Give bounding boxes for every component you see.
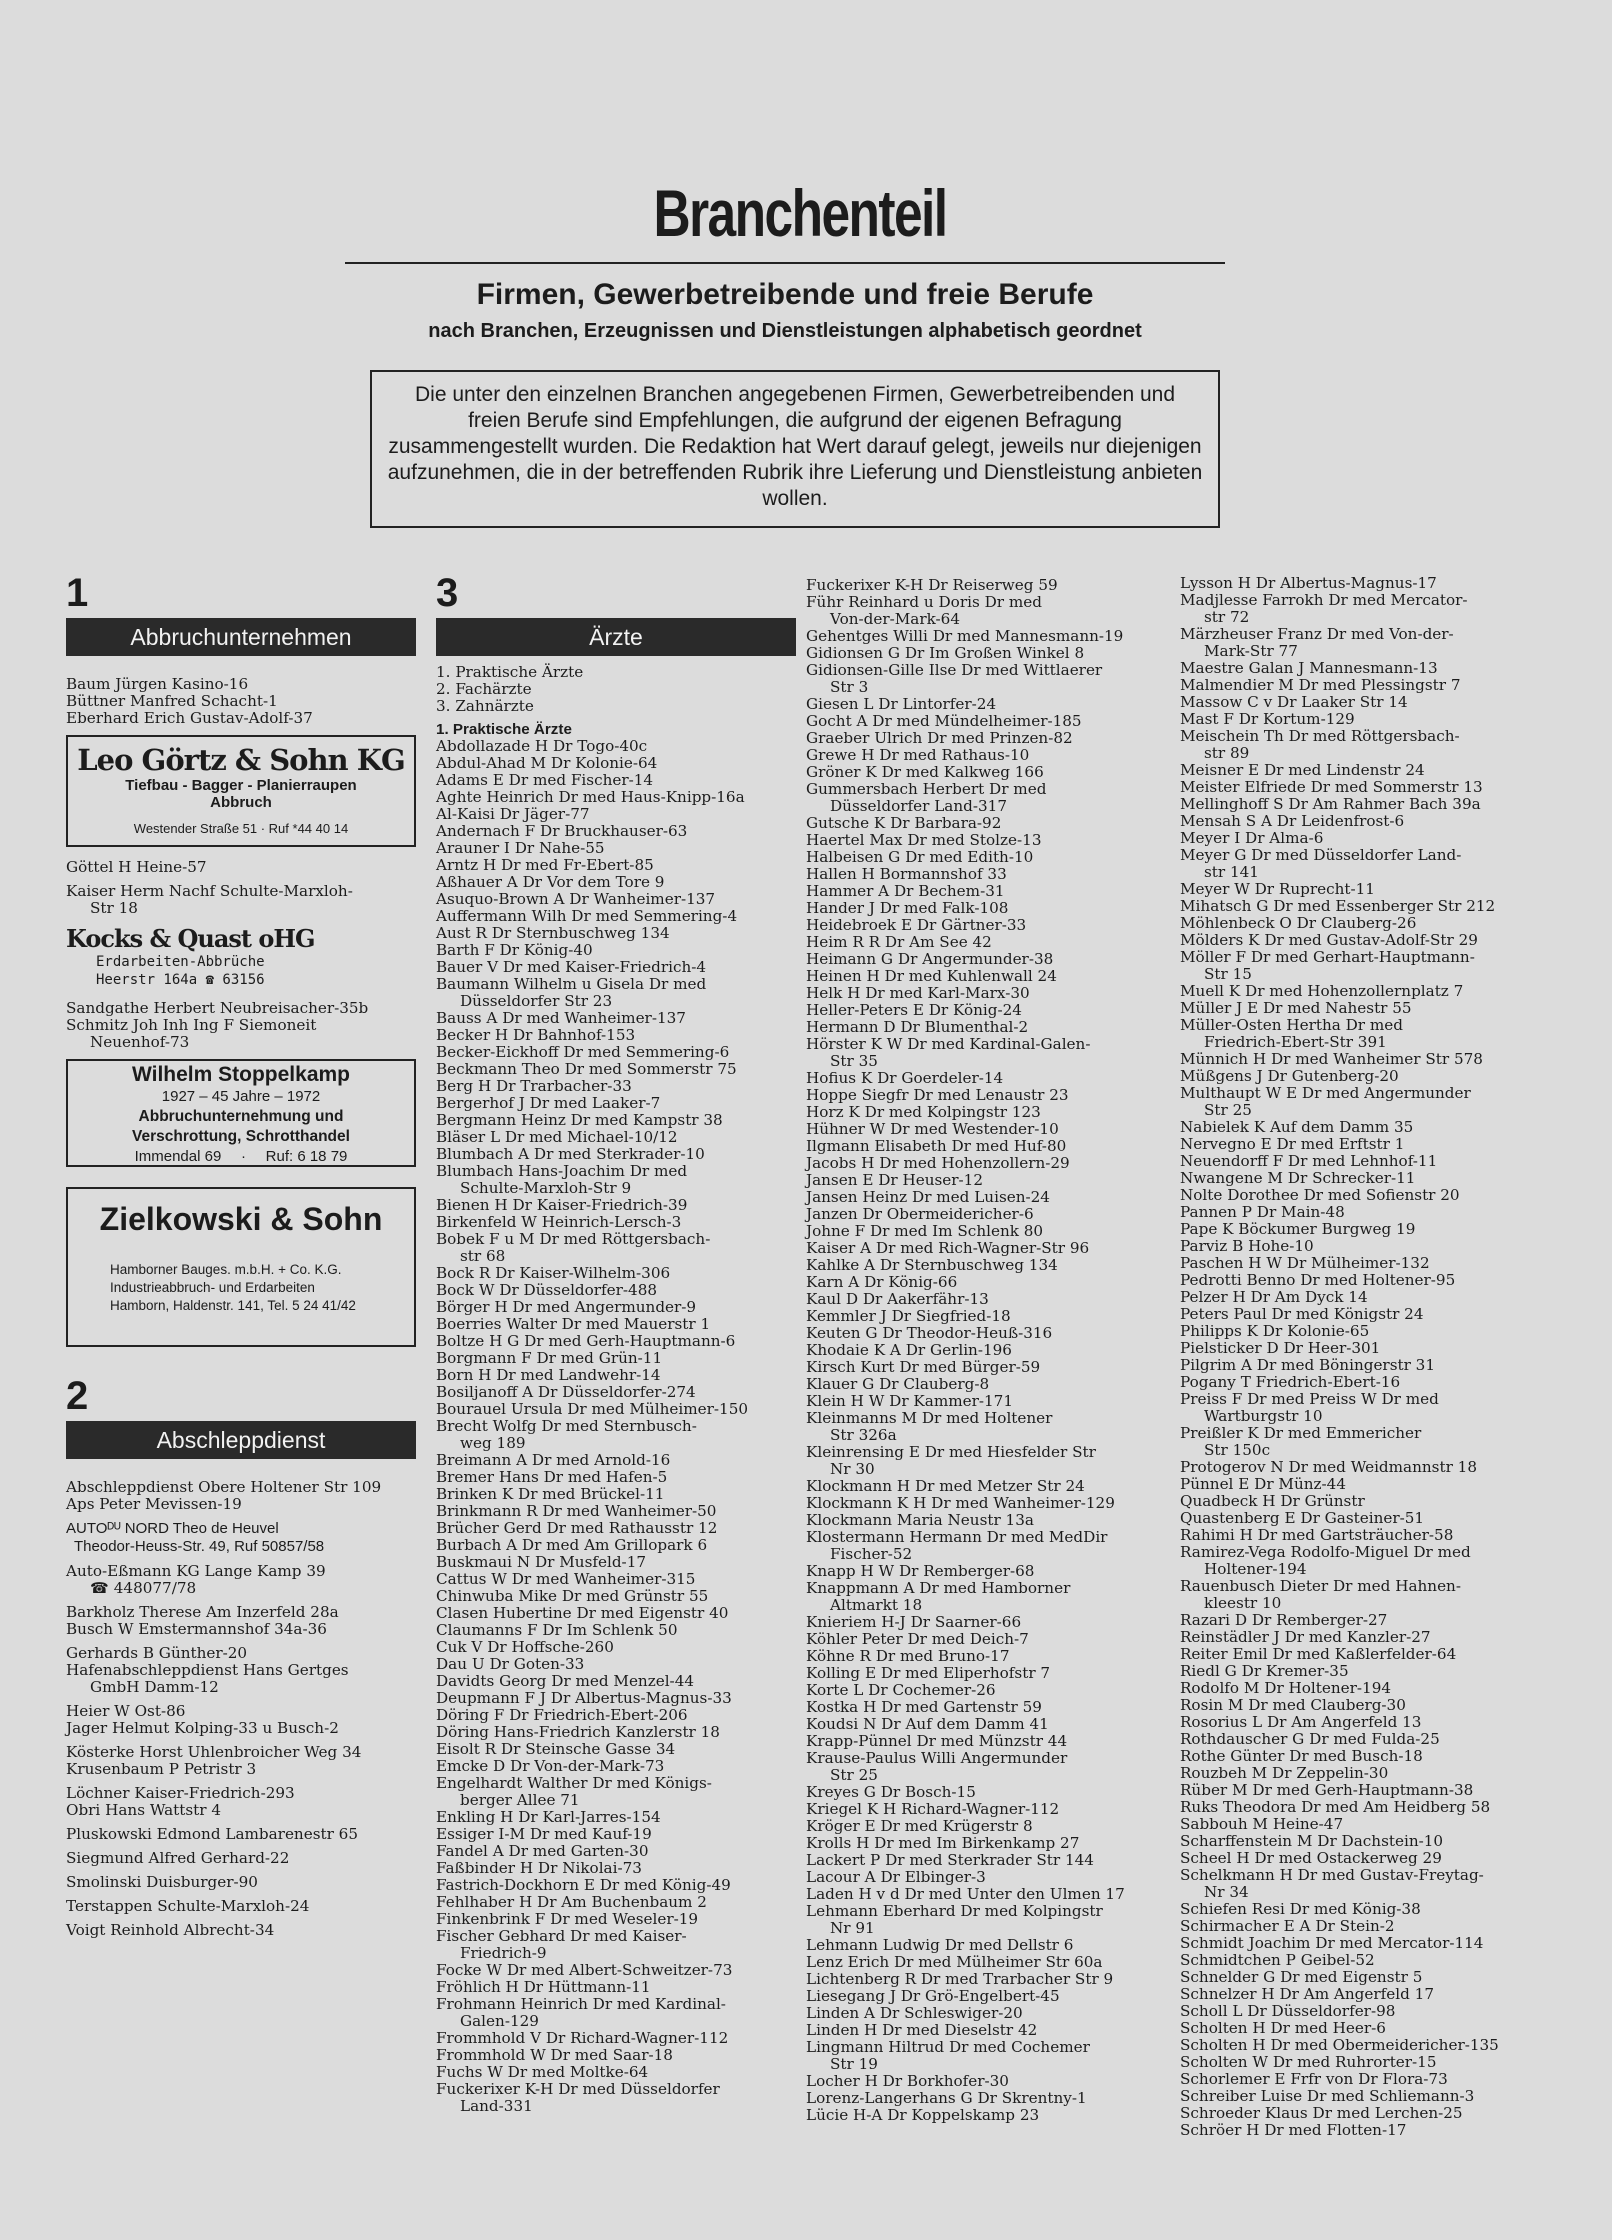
section-heading-aerzte: Ärzte [436, 618, 796, 656]
list-item: Brinkmann R Dr med Wanheimer-50 [436, 1502, 717, 1520]
list-item: Multhaupt W E Dr med Angermunder Str 25 [1180, 1084, 1471, 1119]
ad-stoppelkamp-name: Wilhelm Stoppelkamp [131, 1063, 350, 1086]
list-item: Pünnel E Dr Münz-44 [1180, 1475, 1346, 1493]
list-item: Siegmund Alfred Gerhard-22 [66, 1849, 290, 1867]
ad-zielkowski [66, 1187, 416, 1347]
list-item: Becker-Eickhoff Dr med Semmering-6 [436, 1043, 730, 1061]
list-item: Al-Kaisi Dr Jäger-77 [436, 805, 590, 823]
list-item: Nwangene M Dr Schrecker-11 [1180, 1169, 1416, 1187]
list-item: Rothdauscher G Dr med Fulda-25 [1180, 1730, 1440, 1748]
list-item: Schnelder G Dr med Eigenstr 5 [1180, 1968, 1423, 1986]
list-item: Blumbach Hans-Joachim Dr med Schulte-Marxloh-Str 9 [436, 1162, 688, 1197]
list-item: Quastenberg E Dr Gasteiner-51 [1180, 1509, 1425, 1527]
list-item: Meischein Th Dr med Röttgersbach- str 89 [1180, 727, 1460, 762]
list-item: Frommhold W Dr med Saar-18 [436, 2046, 673, 2064]
list-item: Märzheuser Franz Dr med Von-der- Mark-Str 77 [1180, 625, 1454, 660]
list-item: Kirsch Kurt Dr med Bürger-59 [806, 1358, 1041, 1376]
list-item: Kleinmanns M Dr med Holtener Str 326a [806, 1409, 1053, 1444]
list-item: Brücher Gerd Dr med Rathausstr 12 [436, 1519, 718, 1537]
list-item: Emcke D Dr Von-der-Mark-73 [436, 1757, 665, 1775]
list-item: Hermann D Dr Blumenthal-2 [806, 1018, 1029, 1036]
list-item: Pluskowski Edmond Lambarenestr 65 [66, 1825, 359, 1843]
list-item: Aghte Heinrich Dr med Haus-Knipp-16a [436, 788, 745, 806]
list-item: Jansen Heinz Dr med Luisen-24 [806, 1188, 1050, 1206]
ad-stoppelkamp-line3: Verschrottung, Schrotthandel [132, 1128, 350, 1145]
list-item: Terstappen Schulte-Marxloh-24 [66, 1897, 310, 1915]
list-item: Reinstädler J Dr med Kanzler-27 [1180, 1628, 1431, 1646]
list-item: Bock W Dr Düsseldorfer-488 [436, 1281, 658, 1299]
list-item: Nabielek K Auf dem Damm 35 [1180, 1118, 1414, 1136]
ad-kocks-line2: Heerstr 164a ☎ 63156 [96, 972, 265, 988]
list-item-autonord: AUTOᴰᵁ NORD Theo de Heuvel Theodor-Heuss-Str. 49, Ruf 50857/58 [66, 1520, 325, 1555]
list-item: Baum Jürgen Kasino-16 [66, 675, 249, 693]
page-subtitle-secondary: nach Branchen, Erzeugnissen und Dienstleistungen alphabetisch geordnet [428, 320, 1142, 342]
list-item: Malmendier M Dr med Plessingstr 7 [1180, 676, 1461, 694]
list-item: Büttner Manfred Schacht-1 [66, 692, 278, 710]
list-item: Finkenbrink F Dr med Weseler-19 [436, 1910, 699, 1928]
ad-goertz-name: Leo Görtz & Sohn KG [77, 743, 405, 777]
section-number-1: 1 [66, 571, 89, 615]
list-item: Rahimi H Dr med Gartsträucher-58 [1180, 1526, 1454, 1544]
list-item: Rauenbusch Dieter Dr med Hahnen- kleestr 10 [1180, 1577, 1461, 1612]
list-item: Lichtenberg R Dr med Trarbacher Str 9 [806, 1970, 1114, 1988]
list-item: Massow C v Dr Laaker Str 14 [1180, 693, 1408, 711]
list-item: Heimann G Dr Angermunder-38 [806, 950, 1054, 968]
list-item: Adams E Dr med Fischer-14 [436, 771, 654, 789]
list-item: Ramirez-Vega Rodolfo-Miguel Dr med Holtener-194 [1180, 1543, 1471, 1578]
list-item: Liesegang J Dr Grö-Engelbert-45 [806, 1987, 1060, 2005]
list-item: Köhler Peter Dr med Deich-7 [806, 1630, 1029, 1648]
list-item: Kaiser Herm Nachf Schulte-Marxloh- Str 18 [66, 882, 353, 917]
list-item: Madjlesse Farrokh Dr med Mercator- str 72 [1180, 591, 1468, 626]
list-item: Boltze H G Dr med Gerh-Hauptmann-6 [436, 1332, 736, 1350]
ad-kocks-quast [66, 925, 416, 989]
list-item: Rosorius L Dr Am Angerfeld 13 [1180, 1713, 1422, 1731]
section-heading-abschlepp: Abschleppdienst [66, 1421, 416, 1459]
list-item: Pedrotti Benno Dr med Holtener-95 [1180, 1271, 1456, 1289]
list-item: Davidts Georg Dr med Menzel-44 [436, 1672, 695, 1690]
list-item: Cattus W Dr med Wanheimer-315 [436, 1570, 696, 1588]
list-item: Hander J Dr med Falk-108 [806, 899, 1009, 917]
list-item: Linden A Dr Schleswiger-20 [806, 2004, 1023, 2022]
list-item: Scharffenstein M Dr Dachstein-10 [1180, 1832, 1444, 1850]
list-item: Enkling H Dr Karl-Jarres-154 [436, 1808, 661, 1826]
list-item: Borgmann F Dr med Grün-11 [436, 1349, 663, 1367]
list-item: Klostermann Hermann Dr med MedDir Fischer-52 [806, 1528, 1108, 1563]
list-item: Hammer A Dr Bechem-31 [806, 882, 1005, 900]
list-item: Locher H Dr Borkhofer-30 [806, 2072, 1009, 2090]
list-item: Ruks Theodora Dr med Am Heidberg 58 [1180, 1798, 1491, 1816]
list-item: Möhlenbeck O Dr Clauberg-26 [1180, 914, 1417, 932]
list-item: Halbeisen G Dr med Edith-10 [806, 848, 1034, 866]
list-item: Bremer Hans Dr med Hafen-5 [436, 1468, 668, 1486]
section-heading-abbruch: Abbruchunternehmen [66, 618, 416, 656]
list-item: Scholl L Dr Düsseldorfer-98 [1180, 2002, 1396, 2020]
list-item: Pogany T Friedrich-Ebert-16 [1180, 1373, 1401, 1391]
list-item: Horz K Dr med Kolpingstr 123 [806, 1103, 1041, 1121]
list-item: Dau U Dr Goten-33 [436, 1655, 585, 1673]
list-item: Engelhardt Walther Dr med Königs- berger Allee 71 [436, 1774, 712, 1809]
list-item: Krapp-Pünnel Dr med Münzstr 44 [806, 1732, 1068, 1750]
ad-zielkowski-details: Hamborner Bauges. m.b.H. + Co. K.G. Industrieabbruch- und Erdarbeiten Hamborn, Haldenstr. 141, Tel. 5 24 41/42 [110, 1262, 356, 1313]
list-item: Born H Dr med Landwehr-14 [436, 1366, 661, 1384]
list-item: Claumanns F Dr Im Schlenk 50 [436, 1621, 678, 1639]
list-item: Sandgathe Herbert Neubreisacher-35b [66, 999, 369, 1017]
subsection-heading: 1. Praktische Ärzte [436, 721, 572, 738]
list-item: Lingmann Hiltrud Dr med Cochemer Str 19 [806, 2038, 1090, 2073]
entry-list-col3 [806, 577, 1166, 2124]
toc-item: 1. Praktische Ärzte [436, 663, 584, 681]
ad-stoppelkamp-line2: Abbruchunternehmung und [138, 1108, 344, 1125]
list-item: Bourauel Ursula Dr med Mülheimer-150 [436, 1400, 749, 1418]
list-item: Boerries Walter Dr med Mauerstr 1 [436, 1315, 711, 1333]
list-item: Fuchs W Dr med Moltke-64 [436, 2063, 649, 2081]
list-item: Müller J E Dr med Nahestr 55 [1180, 999, 1412, 1017]
list-item: Riedl G Dr Kremer-35 [1180, 1662, 1349, 1680]
list-item: Chinwuba Mike Dr med Grünstr 55 [436, 1587, 709, 1605]
list-item: Maestre Galan J Mannesmann-13 [1180, 659, 1438, 677]
list-item: Scholten W Dr med Ruhrorter-15 [1180, 2053, 1437, 2071]
list-item: Schelkmann H Dr med Gustav-Freytag- Nr 34 [1180, 1866, 1484, 1901]
list-item: Rothe Günter Dr med Busch-18 [1180, 1747, 1423, 1765]
list-item: Schmidt Joachim Dr med Mercator-114 [1180, 1934, 1484, 1952]
list-item: Klauer G Dr Clauberg-8 [806, 1375, 990, 1393]
list-item: Löchner Kaiser-Friedrich-293 [66, 1784, 295, 1802]
list-item: Rosin M Dr med Clauberg-30 [1180, 1696, 1406, 1714]
list-item: Scholten H Dr med Heer-6 [1180, 2019, 1386, 2037]
list-item: Eisolt R Dr Steinsche Gasse 34 [436, 1740, 676, 1758]
list-item: Fandel A Dr med Garten-30 [436, 1842, 649, 1860]
list-item: Laden H v d Dr med Unter den Ulmen 17 [806, 1885, 1125, 1903]
list-item: Bauer V Dr med Kaiser-Friedrich-4 [436, 958, 707, 976]
list-item: Knapp H W Dr Remberger-68 [806, 1562, 1035, 1580]
ad-kocks-name: Kocks & Quast oHG [66, 924, 315, 953]
list-item: Gehentges Willi Dr med Mannesmann-19 [806, 627, 1124, 645]
list-item: Fehlhaber H Dr Am Buchenbaum 2 [436, 1893, 707, 1911]
list-item: Aust R Dr Sternbuschweg 134 [436, 924, 670, 942]
list-item: Keuten G Dr Theodor-Heuß-316 [806, 1324, 1053, 1342]
page-subtitle: Firmen, Gewerbetreibende und freie Berufe [476, 278, 1094, 311]
list-item: Deupmann F J Dr Albertus-Magnus-33 [436, 1689, 732, 1707]
list-item: Fastrich-Dockhorn E Dr med König-49 [436, 1876, 731, 1894]
list-item: Mellinghoff S Dr Am Rahmer Bach 39a [1180, 795, 1481, 813]
list-item: Razari D Dr Remberger-27 [1180, 1611, 1388, 1629]
list-item: Lehmann Ludwig Dr med Dellstr 6 [806, 1936, 1074, 1954]
list-item: Führ Reinhard u Doris Dr med Von-der-Mark-64 [806, 593, 1042, 628]
list-item: Klockmann K H Dr med Wanheimer-129 [806, 1494, 1115, 1512]
list-item: Arntz H Dr med Fr-Ebert-85 [436, 856, 654, 874]
list-item: Döring Hans-Friedrich Kanzlerstr 18 [436, 1723, 720, 1741]
list-item: Bosiljanoff A Dr Düsseldorfer-274 [436, 1383, 696, 1401]
list-item: Krolls H Dr med Im Birkenkamp 27 [806, 1834, 1080, 1852]
list-item: Meister Elfriede Dr med Sommerstr 13 [1180, 778, 1483, 796]
list-item: Krause-Paulus Willi Angermunder Str 25 [806, 1749, 1068, 1784]
list-item: Fuckerixer K-H Dr Reiserweg 59 [806, 576, 1058, 594]
list-item: Müller-Osten Hertha Dr med Friedrich-Ebert-Str 391 [1180, 1016, 1404, 1051]
list-item: Kreyes G Dr Bosch-15 [806, 1783, 976, 1801]
list-item: Pielsticker D Dr Heer-301 [1180, 1339, 1381, 1357]
list-item: Beckmann Theo Dr med Sommerstr 75 [436, 1060, 737, 1078]
list-item: Hühner W Dr med Westender-10 [806, 1120, 1059, 1138]
list-item: Rodolfo M Dr Holtener-194 [1180, 1679, 1392, 1697]
list-item: Heim R R Dr Am See 42 [806, 933, 992, 951]
list-item: Mensah S A Dr Leidenfrost-6 [1180, 812, 1405, 830]
list-item: Haertel Max Dr med Stolze-13 [806, 831, 1042, 849]
toc-item: 3. Zahnärzte [436, 697, 534, 715]
list-item: Schroeder Klaus Dr med Lerchen-25 [1180, 2104, 1463, 2122]
list-item: Müßgens J Dr Gutenberg-20 [1180, 1067, 1399, 1085]
list-item: Fröhlich H Dr Hüttmann-11 [436, 1978, 651, 1996]
title-rule [345, 262, 1225, 264]
list-item: Hoppe Siegfr Dr med Lenaustr 23 [806, 1086, 1069, 1104]
list-item: Hallen H Bormannshof 33 [806, 865, 1007, 883]
list-item: Knieriem H-J Dr Saarner-66 [806, 1613, 1022, 1631]
list-item: Gidionsen G Dr Im Großen Winkel 8 [806, 644, 1085, 662]
list-item: Brinken K Dr med Brückel-11 [436, 1485, 665, 1503]
list-item: Busch W Emstermannshof 34a-36 [66, 1620, 327, 1638]
list-item: Bock R Dr Kaiser-Wilhelm-306 [436, 1264, 671, 1282]
list-item: Lorenz-Langerhans G Dr Skrentny-1 [806, 2089, 1087, 2107]
editorial-notice: Die unter den einzelnen Branchen angegebenen Firmen, Gewerbetreibenden und freien Berufe sind Empfehlungen, die aufgrund der eigenen Befragung zusammengestellt wurden. Die Redaktion hat Wert darauf gelegt, jeweils nur diejenigen aufzunehmen, die in der betreffenden Rubrik ihre Lieferung und Dienstleistung anbieten wollen. [370, 370, 1220, 528]
list-item: Reiter Emil Dr med Kaßlerfelder-64 [1180, 1645, 1457, 1663]
list-item: Heier W Ost-86 [66, 1702, 186, 1720]
list-item: Khodaie K A Dr Gerlin-196 [806, 1341, 1012, 1359]
list-item: Bauss A Dr med Wanheimer-137 [436, 1009, 686, 1027]
page-title: Branchenteil [653, 176, 947, 250]
list-item: Heller-Peters E Dr König-24 [806, 1001, 1022, 1019]
list-item: Korte L Dr Cochemer-26 [806, 1681, 996, 1699]
list-item: Focke W Dr med Albert-Schweitzer-73 [436, 1961, 733, 1979]
list-item: Meyer I Dr Alma-6 [1180, 829, 1324, 847]
ad-stoppelkamp-years: 1927 – 45 Jahre – 1972 [161, 1088, 321, 1105]
list-item: Voigt Reinhold Albrecht-34 [66, 1921, 275, 1939]
list-item: Ilgmann Elisabeth Dr med Huf-80 [806, 1137, 1067, 1155]
list-item: Nolte Dorothee Dr med Sofienstr 20 [1180, 1186, 1460, 1204]
ad-goertz-line1: Tiefbau - Bagger - Planierraupen [125, 777, 357, 794]
list-item: Arauner I Dr Nahe-55 [436, 839, 605, 857]
list-item: Sabbouh M Heine-47 [1180, 1815, 1344, 1833]
list-item: Birkenfeld W Heinrich-Lersch-3 [436, 1213, 682, 1231]
ad-stoppelkamp-contact: Immendal 69 · Ruf: 6 18 79 [134, 1148, 348, 1165]
list-item: Brecht Wolfg Dr med Sternbusch- weg 189 [436, 1417, 697, 1452]
list-item: Preiss F Dr med Preiss W Dr med Wartburgstr 10 [1180, 1390, 1439, 1425]
list-item: Buskmaui N Dr Musfeld-17 [436, 1553, 647, 1571]
list-item: Kriegel K H Richard-Wagner-112 [806, 1800, 1060, 1818]
list-item: Abdollazade H Dr Togo-40c [436, 737, 648, 755]
list-item: Cuk V Dr Hoffsche-260 [436, 1638, 614, 1656]
list-item: Smolinski Duisburger-90 [66, 1873, 258, 1891]
list-item: Gocht A Dr med Mündelheimer-185 [806, 712, 1082, 730]
ad-goertz [66, 735, 416, 847]
list-item: Schröer H Dr med Flotten-17 [1180, 2121, 1407, 2139]
column-1 [66, 570, 416, 1939]
list-item: Clasen Hubertine Dr med Eigenstr 40 [436, 1604, 729, 1622]
ad-goertz-address: Westender Straße 51 · Ruf *44 40 14 [133, 821, 349, 836]
list-item: Lacour A Dr Elbinger-3 [806, 1868, 986, 1886]
list-item: Faßbinder H Dr Nikolai-73 [436, 1859, 642, 1877]
list-item: Schreiber Luise Dr med Schliemann-3 [1180, 2087, 1475, 2105]
list-item: Jacobs H Dr med Hohenzollern-29 [806, 1154, 1070, 1172]
list-item: Kemmler J Dr Siegfried-18 [806, 1307, 1011, 1325]
list-item: Knappmann A Dr med Hamborner Altmarkt 18 [806, 1579, 1071, 1614]
list-item: Mihatsch G Dr med Essenberger Str 212 [1180, 897, 1496, 915]
list-item: Barkholz Therese Am Inzerfeld 28a [66, 1603, 339, 1621]
list-item: Helk H Dr med Karl-Marx-30 [806, 984, 1030, 1002]
list-item: Janzen Dr Obermeidericher-6 [806, 1205, 1034, 1223]
list-item: Parviz B Hohe-10 [1180, 1237, 1314, 1255]
list-item: Kösterke Horst Uhlenbroicher Weg 34 [66, 1743, 362, 1761]
list-item: Meisner E Dr med Lindenstr 24 [1180, 761, 1425, 779]
list-item: Frohmann Heinrich Dr med Kardinal- Galen-129 [436, 1995, 726, 2030]
list-item: Münnich H Dr med Wanheimer Str 578 [1180, 1050, 1483, 1068]
column-3 [806, 577, 1166, 2124]
entry-list-col4 [1180, 575, 1600, 2139]
list-item: Pelzer H Dr Am Dyck 14 [1180, 1288, 1368, 1306]
list-item: Schorlemer E Frfr von Dr Flora-73 [1180, 2070, 1448, 2088]
list-item: Schirmacher E A Dr Stein-2 [1180, 1917, 1395, 1935]
list-item: Linden H Dr med Dieselstr 42 [806, 2021, 1038, 2039]
list-item: Börger H Dr med Angermunder-9 [436, 1298, 697, 1316]
list-item: Aps Peter Mevissen-19 [66, 1495, 242, 1513]
list-item: Gidionsen-Gille Ilse Dr med Wittlaerer Str 3 [806, 661, 1103, 696]
list-item: Andernach F Dr Bruckhauser-63 [436, 822, 688, 840]
list-item: Klockmann H Dr med Metzer Str 24 [806, 1477, 1085, 1495]
list-item: Krusenbaum P Petristr 3 [66, 1760, 257, 1778]
list-item: Karn A Dr König-66 [806, 1273, 958, 1291]
list-item: Döring F Dr Friedrich-Ebert-206 [436, 1706, 688, 1724]
list-item: Bienen H Dr Kaiser-Friedrich-39 [436, 1196, 688, 1214]
list-item: Paschen H W Dr Mülheimer-132 [1180, 1254, 1430, 1272]
list-item: Blumbach A Dr med Sterkrader-10 [436, 1145, 705, 1163]
list-item: Kahlke A Dr Sternbuschweg 134 [806, 1256, 1058, 1274]
ad-zielkowski-name: Zielkowski & Sohn [99, 1201, 383, 1237]
list-item: Meyer G Dr med Düsseldorfer Land- str 141 [1180, 846, 1462, 881]
list-item: Graeber Ulrich Dr med Prinzen-82 [806, 729, 1073, 747]
list-item: Hörster K W Dr med Kardinal-Galen- Str 35 [806, 1035, 1091, 1070]
list-item: Mölders K Dr med Gustav-Adolf-Str 29 [1180, 931, 1478, 949]
list-item: Quadbeck H Dr Grünstr [1180, 1492, 1365, 1510]
list-item: Göttel H Heine-57 [66, 858, 207, 876]
list-item: Bläser L Dr med Michael-10/12 [436, 1128, 678, 1146]
list-item: Lenz Erich Dr med Mülheimer Str 60a [806, 1953, 1103, 1971]
list-item: Fuckerixer K-H Dr med Düsseldorfer Land-331 [436, 2080, 720, 2115]
list-item: Kaul D Dr Aakerfähr-13 [806, 1290, 989, 1308]
list-item: Scholten H Dr med Obermeidericher-135 [1180, 2036, 1499, 2054]
list-item: Breimann A Dr med Arnold-16 [436, 1451, 671, 1469]
list-item: Heinen H Dr med Kuhlenwall 24 [806, 967, 1057, 985]
entry-list-col2 [436, 738, 796, 2115]
list-item: Schnelzer H Dr Am Angerfeld 17 [1180, 1985, 1434, 2003]
column-2 [436, 570, 796, 2115]
ad-stoppelkamp [66, 1059, 416, 1167]
list-item: Gerhards B Günther-20 [66, 1644, 248, 1662]
list-item: Lysson H Dr Albertus-Magnus-17 [1180, 574, 1437, 592]
list-item: Bergmann Heinz Dr med Kampstr 38 [436, 1111, 723, 1129]
list-item: Schmidtchen P Geibel-52 [1180, 1951, 1375, 1969]
list-item: Lücie H-A Dr Koppelskamp 23 [806, 2106, 1040, 2124]
list-item: Nervegno E Dr med Erftstr 1 [1180, 1135, 1405, 1153]
list-item: Klockmann Maria Neustr 13a [806, 1511, 1034, 1529]
list-item: Bergerhof J Dr med Laaker-7 [436, 1094, 661, 1112]
list-item: Obri Hans Wattstr 4 [66, 1801, 222, 1819]
list-item: Kostka H Dr med Gartenstr 59 [806, 1698, 1042, 1716]
list-item: Auto-Eßmann KG Lange Kamp 39 ☎ 448077/78 [66, 1562, 326, 1597]
list-item: Burbach A Dr med Am Grillopark 6 [436, 1536, 708, 1554]
list-item: Abschleppdienst Obere Holtener Str 109 [66, 1478, 382, 1496]
section-number-3: 3 [436, 571, 459, 615]
list-item: Frommhold V Dr Richard-Wagner-112 [436, 2029, 729, 2047]
list-item: Neuendorff F Dr med Lehnhof-11 [1180, 1152, 1438, 1170]
list-item: Peters Paul Dr med Königstr 24 [1180, 1305, 1424, 1323]
list-item: Heidebroek E Dr Gärtner-33 [806, 916, 1027, 934]
ad-goertz-line2: Abbruch [210, 794, 272, 811]
list-item: Gutsche K Dr Barbara-92 [806, 814, 1002, 832]
list-item: Grewe H Dr med Rathaus-10 [806, 746, 1030, 764]
list-item: Abdul-Ahad M Dr Kolonie-64 [436, 754, 658, 772]
list-item: Kleinrensing E Dr med Hiesfelder Str Nr 30 [806, 1443, 1096, 1478]
list-item: Bobek F u M Dr med Röttgersbach- str 68 [436, 1230, 711, 1265]
list-item: Philipps K Dr Kolonie-65 [1180, 1322, 1370, 1340]
list-item: Rouzbeh M Dr Zeppelin-30 [1180, 1764, 1389, 1782]
list-item: Pape K Böckumer Burgweg 19 [1180, 1220, 1416, 1238]
list-item: Lehmann Eberhard Dr med Kolpingstr Nr 91 [806, 1902, 1103, 1937]
list-item: Giesen L Dr Lintorfer-24 [806, 695, 997, 713]
list-item: Rüber M Dr med Gerh-Hauptmann-38 [1180, 1781, 1474, 1799]
list-item: Muell K Dr med Hohenzollernplatz 7 [1180, 982, 1464, 1000]
list-item: Möller F Dr med Gerhart-Hauptmann- Str 15 [1180, 948, 1475, 983]
list-item: Köhne R Dr med Bruno-17 [806, 1647, 1010, 1665]
list-item: Barth F Dr König-40 [436, 941, 593, 959]
list-item: Jager Helmut Kolping-33 u Busch-2 [66, 1719, 339, 1737]
list-item: Berg H Dr Trarbacher-33 [436, 1077, 632, 1095]
list-item: Jansen E Dr Heuser-12 [806, 1171, 984, 1189]
list-item: Kröger E Dr med Krügerstr 8 [806, 1817, 1033, 1835]
list-item: Kaiser A Dr med Rich-Wagner-Str 96 [806, 1239, 1090, 1257]
list-item: Klein H W Dr Kammer-171 [806, 1392, 1014, 1410]
list-item: Auffermann Wilh Dr med Semmering-4 [436, 907, 738, 925]
list-item: Schiefen Resi Dr med König-38 [1180, 1900, 1421, 1918]
list-item: Mast F Dr Kortum-129 [1180, 710, 1355, 728]
list-item: Johne F Dr med Im Schlenk 80 [806, 1222, 1044, 1240]
column-4 [1180, 575, 1600, 2139]
list-item: Kolling E Dr med Eliperhofstr 7 [806, 1664, 1051, 1682]
list-item: Gröner K Dr med Kalkweg 166 [806, 763, 1044, 781]
ad-kocks-line1: Erdarbeiten-Abbrüche [96, 954, 265, 970]
list-item: Protogerov N Dr med Weidmannstr 18 [1180, 1458, 1477, 1476]
list-item: Essiger I-M Dr med Kauf-19 [436, 1825, 652, 1843]
list-item: Asuquo-Brown A Dr Wanheimer-137 [436, 890, 716, 908]
toc-item: 2. Fachärzte [436, 680, 532, 698]
list-item: Gummersbach Herbert Dr med Düsseldorfer Land-317 [806, 780, 1047, 815]
list-item: Hafenabschleppdienst Hans Gertges GmbH Damm-12 [66, 1661, 349, 1696]
list-item: Becker H Dr Bahnhof-153 [436, 1026, 636, 1044]
list-item: Lackert P Dr med Sterkrader Str 144 [806, 1851, 1094, 1869]
list-item: Koudsi N Dr Auf dem Damm 41 [806, 1715, 1049, 1733]
list-item: Meyer W Dr Ruprecht-11 [1180, 880, 1375, 898]
list-item: Baumann Wilhelm u Gisela Dr med Düsseldorfer Str 23 [436, 975, 707, 1010]
list-item: Schmitz Joh Inh Ing F Siemoneit Neuenhof-73 [66, 1016, 317, 1051]
list-item: Pannen P Dr Main-48 [1180, 1203, 1345, 1221]
list-item: Aßhauer A Dr Vor dem Tore 9 [436, 873, 665, 891]
list-item: Eberhard Erich Gustav-Adolf-37 [66, 709, 313, 727]
list-item: Pilgrim A Dr med Böningerstr 31 [1180, 1356, 1436, 1374]
section-number-2: 2 [66, 1374, 89, 1418]
list-item: Scheel H Dr med Ostackerweg 29 [1180, 1849, 1442, 1867]
list-item: Fischer Gebhard Dr med Kaiser- Friedrich-9 [436, 1927, 687, 1962]
list-item: Hofius K Dr Goerdeler-14 [806, 1069, 1004, 1087]
list-item: Preißler K Dr med Emmericher Str 150c [1180, 1424, 1422, 1459]
